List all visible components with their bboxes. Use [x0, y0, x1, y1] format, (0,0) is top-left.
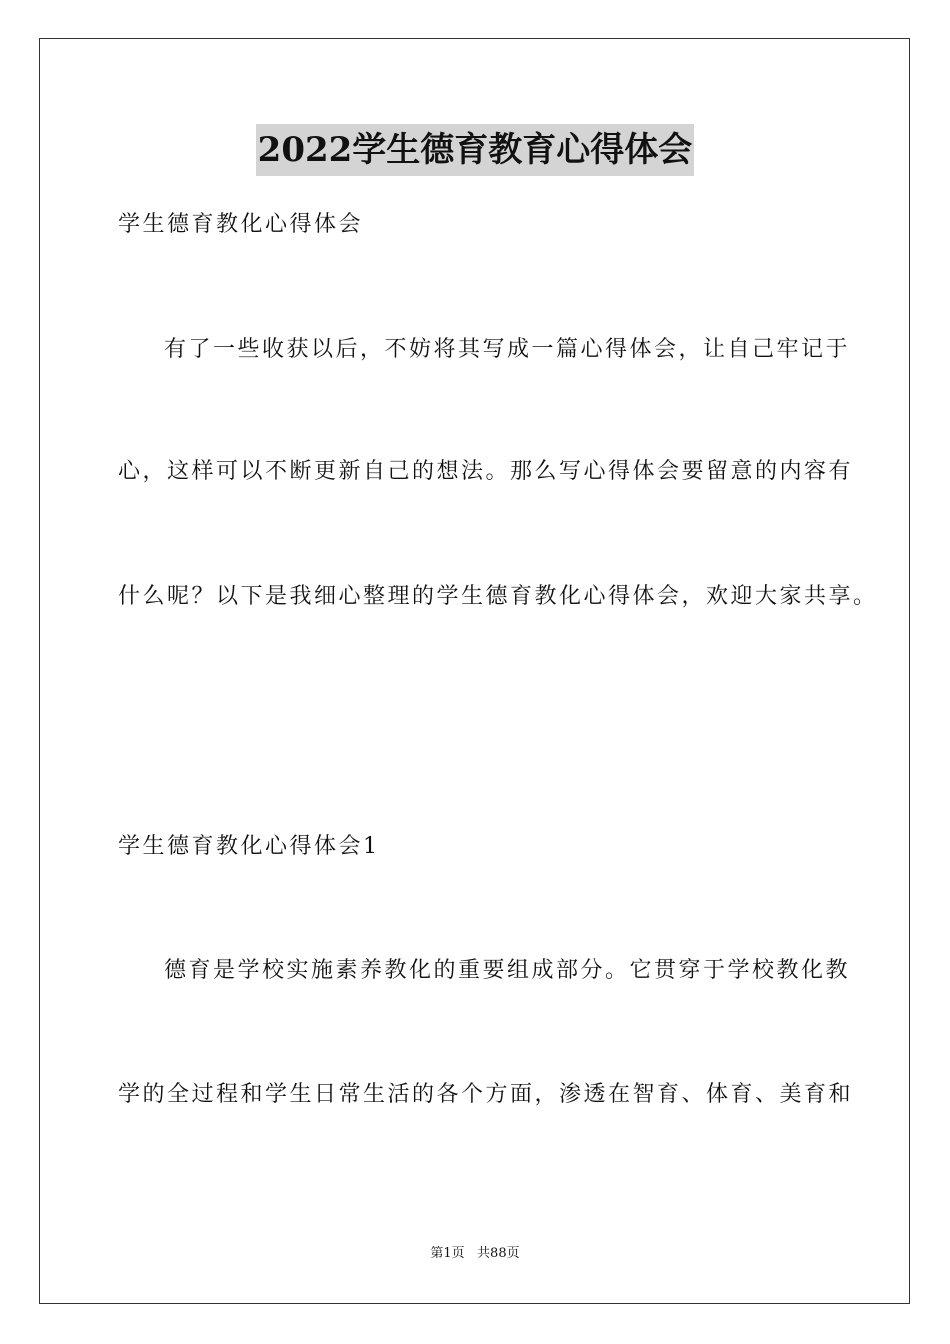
section-heading: 学生德育教化心得体会1	[118, 834, 380, 859]
page-number-footer: 第1页 共88页	[430, 1246, 520, 1261]
intro-paragraph-line-2: 心，这样可以不断更新自己的想法。那么写心得体会要留意的内容有	[118, 459, 854, 484]
title-container	[0, 124, 950, 176]
intro-paragraph-line-1: 有了一些收获以后，不妨将其写成一篇心得体会，让自己牢记于	[164, 337, 851, 362]
section-paragraph-line-1: 德育是学校实施素养教化的重要组成部分。它贯穿于学校教化教	[164, 958, 851, 983]
intro-paragraph-line-3: 什么呢？以下是我细心整理的学生德育教化心得体会，欢迎大家共享。	[118, 584, 878, 609]
document-title: 2022学生德育教育心得体会	[256, 124, 695, 176]
section-paragraph-line-2: 学的全过程和学生日常生活的各个方面，渗透在智育、体育、美育和	[118, 1082, 854, 1107]
document-subtitle: 学生德育教化心得体会	[118, 212, 364, 237]
